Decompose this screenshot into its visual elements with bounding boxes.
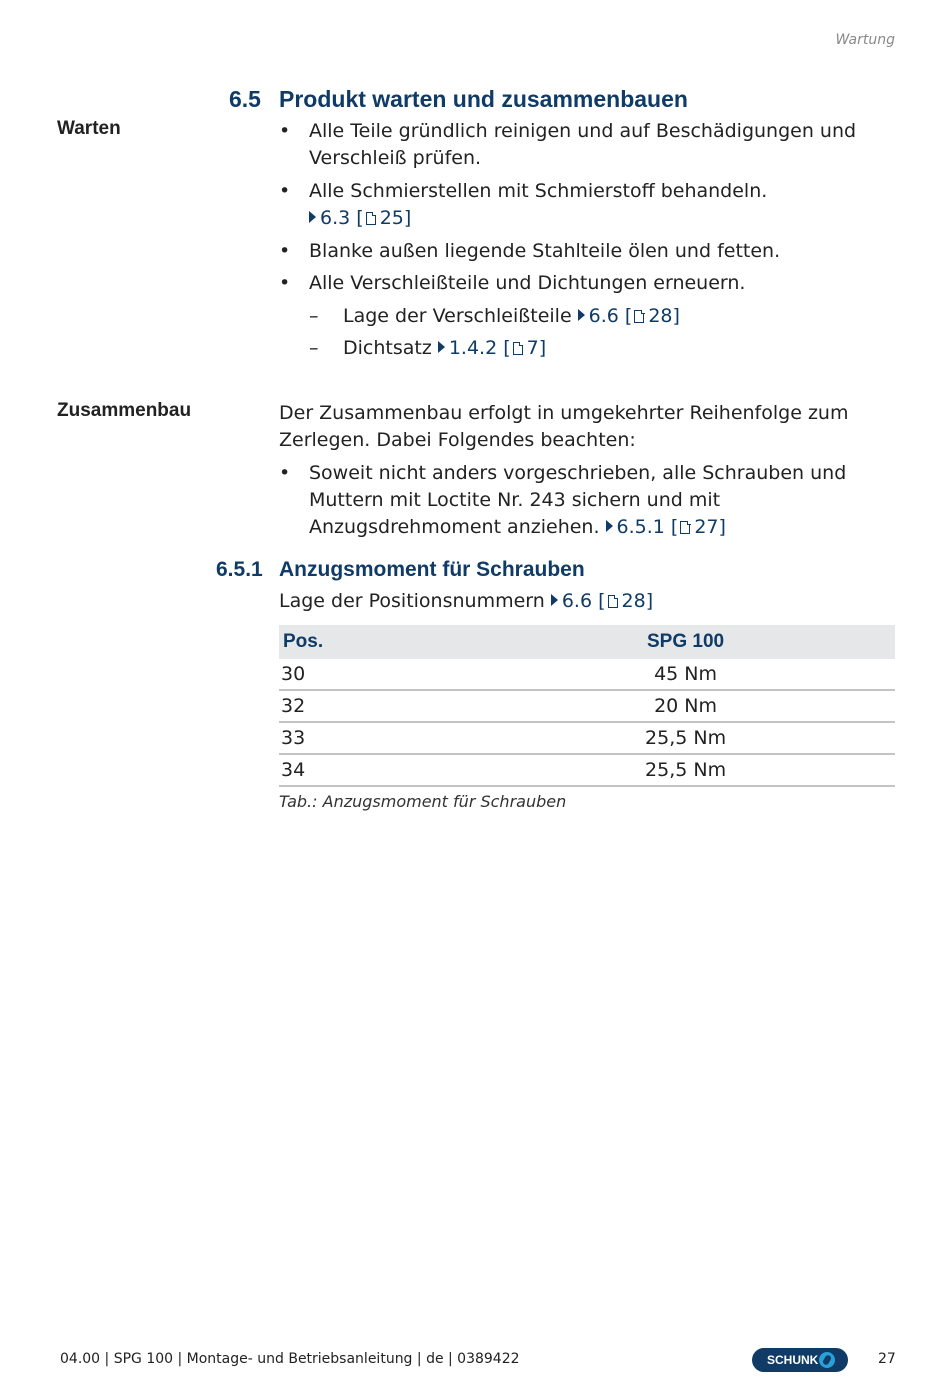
bullet-line: Alle Schmierstellen mit Schmierstoff behandeln.	[309, 180, 768, 202]
cell-pos: 33	[279, 722, 587, 754]
table-row	[279, 659, 895, 690]
footer-document-info: 04.00 | SPG 100 | Montage- und Betriebsanleitung | de | 0389422	[60, 1351, 520, 1367]
ref-page[interactable]: 28	[648, 305, 673, 327]
arrow-right-icon	[578, 309, 585, 321]
bullet-text	[309, 460, 846, 541]
table-row	[279, 722, 895, 754]
logo-text: SCHUNK	[767, 1353, 819, 1367]
page-number: 27	[878, 1351, 896, 1367]
bullet-text	[309, 118, 856, 172]
bullet-text	[309, 178, 767, 205]
bullet-line: Alle Teile gründlich reinigen und auf Beschädigungen und	[309, 120, 857, 142]
page-icon	[513, 342, 523, 355]
ref-section[interactable]: 6.6	[588, 305, 619, 327]
cell-pos: 34	[279, 754, 587, 786]
section-title: Produkt warten und zusammenbauen	[279, 86, 688, 112]
cell-value: 45 Nm	[587, 659, 784, 690]
intro-text: Lage der Positionsnummern	[279, 590, 545, 612]
bullet-icon: •	[279, 240, 291, 262]
arrow-right-icon	[606, 520, 613, 532]
page-icon	[634, 310, 644, 323]
subsection-title: Anzugsmoment für Schrauben	[279, 558, 585, 581]
table-row	[279, 754, 895, 786]
subitem: Lage der Verschleißteile 6.6 [ 28]	[343, 305, 680, 327]
cell-empty	[784, 690, 895, 722]
cross-reference-link[interactable]: 6.3 [ 25]	[303, 205, 411, 232]
table-row	[279, 690, 895, 722]
ref-section[interactable]: 6.3	[320, 207, 351, 229]
ref-page[interactable]: 25	[379, 207, 404, 229]
subsection-number: 6.5.1	[216, 558, 263, 581]
page-icon	[608, 595, 618, 608]
dash-icon: –	[309, 305, 319, 327]
bullet-line: Anzugsdrehmoment anziehen. 6.5.1 [ 27]	[309, 516, 726, 538]
ref-section[interactable]: 1.4.2	[448, 337, 498, 359]
bullet-line: Verschleiß prüfen.	[309, 147, 482, 169]
subitem-text: Lage der Verschleißteile	[343, 305, 572, 327]
paragraph-line: Zerlegen. Dabei Folgendes beachten:	[279, 429, 636, 451]
arrow-right-icon	[551, 594, 558, 606]
bullet-line: Soweit nicht anders vorgeschrieben, alle Schrauben und	[309, 462, 847, 484]
header-spg100: SPG 100	[587, 625, 784, 659]
running-header: Wartung	[835, 32, 895, 48]
table-header-row	[279, 625, 895, 659]
ref-section[interactable]: 6.6	[561, 590, 593, 612]
table-caption: Tab.: Anzugsmoment für Schrauben	[279, 792, 567, 811]
cell-empty	[784, 722, 895, 754]
logo-mark-icon	[819, 1352, 835, 1368]
ref-section[interactable]: 6.5.1	[616, 516, 665, 538]
cell-value: 25,5 Nm	[587, 754, 784, 786]
bullet-icon: •	[279, 180, 291, 202]
zusammenbau-label: Zusammenbau	[57, 400, 192, 421]
ref-page[interactable]: 7	[526, 337, 539, 359]
bullet-text: Alle Verschleißteile und Dichtungen erneuern.	[309, 272, 746, 294]
bullet-line-text: Anzugsdrehmoment anziehen.	[309, 516, 600, 538]
cell-pos: 30	[279, 659, 587, 690]
dash-icon: –	[309, 337, 319, 359]
cell-value: 20 Nm	[587, 690, 784, 722]
cell-pos: 32	[279, 690, 587, 722]
bullet-text: Blanke außen liegende Stahlteile ölen und fetten.	[309, 240, 781, 262]
cell-value: 25,5 Nm	[587, 722, 784, 754]
header-pos: Pos.	[279, 625, 587, 659]
subitem: Dichtsatz 1.4.2 [ 7]	[343, 337, 547, 359]
arrow-right-icon	[438, 341, 445, 353]
bullet-icon: •	[279, 462, 291, 484]
ref-page[interactable]: 28	[621, 590, 646, 612]
schunk-logo	[752, 1348, 848, 1372]
arrow-right-icon	[309, 211, 316, 223]
bullet-icon: •	[279, 272, 291, 294]
bullet-icon: •	[279, 120, 291, 142]
cell-empty	[784, 659, 895, 690]
zusammenbau-paragraph	[279, 400, 848, 454]
paragraph-line: Der Zusammenbau erfolgt in umgekehrter Reihenfolge zum	[279, 402, 849, 424]
section-number: 6.5	[229, 86, 261, 112]
subsection-intro: Lage der Positionsnummern 6.6 [ 28]	[279, 590, 654, 612]
page-icon	[366, 212, 376, 225]
page-icon	[680, 521, 690, 534]
torque-table	[279, 625, 895, 787]
bullet-line: Muttern mit Loctite Nr. 243 sichern und mit	[309, 489, 721, 511]
header-empty	[784, 625, 895, 659]
cell-empty	[784, 754, 895, 786]
warten-label: Warten	[57, 118, 121, 139]
ref-page[interactable]: 27	[694, 516, 719, 538]
subitem-text: Dichtsatz	[343, 337, 432, 359]
